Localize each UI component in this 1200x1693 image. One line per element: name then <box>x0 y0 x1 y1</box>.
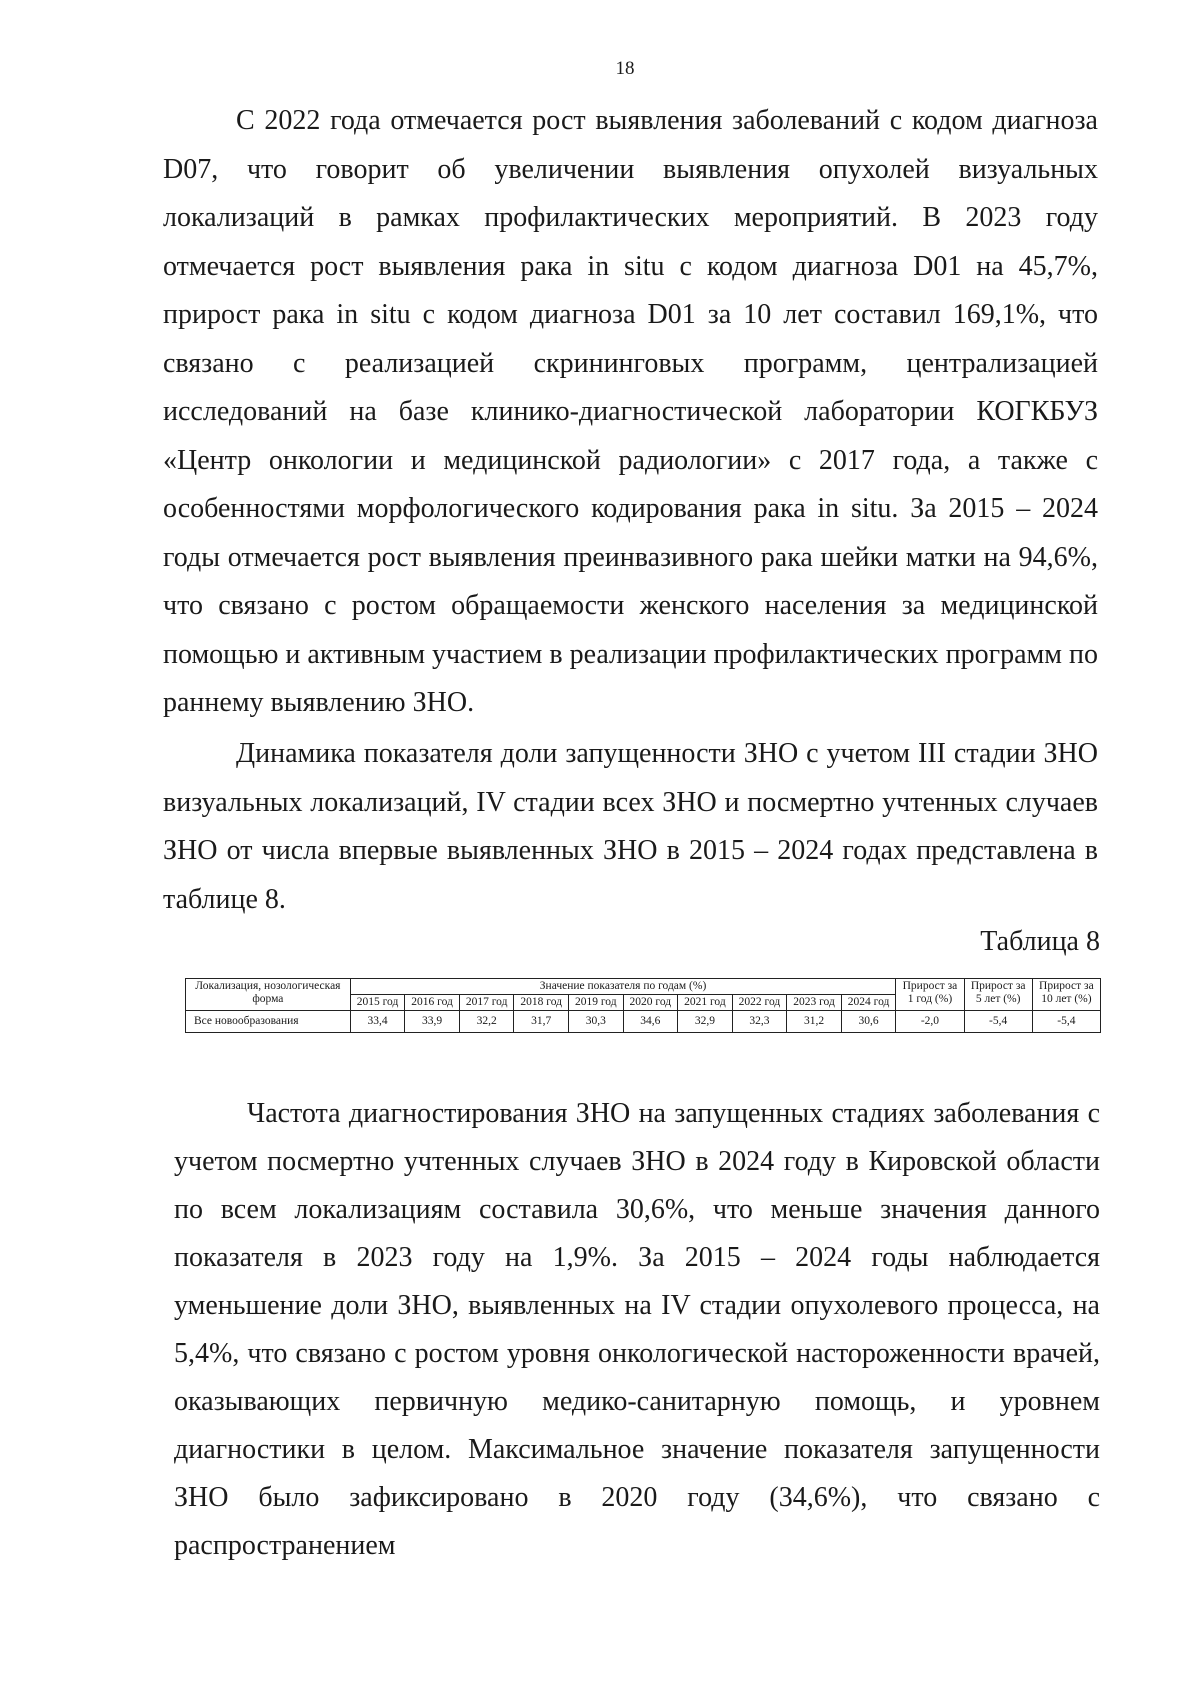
header-year: 2016 год <box>405 995 460 1011</box>
cell-location: Все новообразования <box>186 1011 351 1033</box>
cell-value: 31,2 <box>787 1011 842 1033</box>
data-table <box>185 978 1101 1033</box>
header-year: 2024 год <box>841 995 896 1011</box>
cell-value: 30,3 <box>568 1011 623 1033</box>
cell-growth: -5,4 <box>964 1011 1032 1033</box>
cell-value: 33,4 <box>350 1011 405 1033</box>
header-growth-5y: Прирост за 5 лет (%) <box>964 979 1032 1011</box>
table-caption: Таблица 8 <box>980 926 1100 957</box>
cell-value: 30,6 <box>841 1011 896 1033</box>
paragraph-late-stage: Частота диагностирования ЗНО на запущенных стадиях заболевания с учетом посмертно учтенных случаев ЗНО в 2024 году в Кировской области по всем локализациям составила 30,6%, что меньше значения данного показателя в 2023 году на 1,9%. За 2015 – 2024 годы наблюдается уменьшение доли ЗНО, выявленных на IV стадии опухолевого процесса, на 5,4%, что связано с ростом уровня онкологической настороженности врачей, оказывающих первичную медико-санитарную помощь, и уровнем диагностики в целом. Максимальное значение показателя запущенности ЗНО было зафиксировано в 2020 году (34,6%), что связано с распространением <box>174 1098 1100 1561</box>
header-year: 2023 год <box>787 995 842 1011</box>
header-year: 2018 год <box>514 995 569 1011</box>
cell-growth: -5,4 <box>1032 1011 1100 1033</box>
cell-value: 32,3 <box>732 1011 787 1033</box>
cell-value: 31,7 <box>514 1011 569 1033</box>
header-growth-10y: Прирост за 10 лет (%) <box>1032 979 1100 1011</box>
cell-value: 33,9 <box>405 1011 460 1033</box>
paragraph-in-situ: С 2022 года отмечается рост выявления заболеваний с кодом диагноза D07, что говорит об увеличении выявления опухолей визуальных локализаций в рамках профилактических мероприятий. В 2023 году отмечается рост выявления рака in situ с кодом диагноза D01 на 45,7%, прирост рака in situ с кодом диагноза D01 за 10 лет составил 169,1%, что связано с реализацией скрининговых программ, централизацией исследований на базе клинико-диагностической лаборатории КОГКБУЗ «Центр онкологии и медицинской радиологии» с 2017 года, а также с особенностями морфологического кодирования рака in situ. За 2015 – 2024 годы отмечается рост выявления преинвазивного рака шейки матки на 94,6%, что связано с ростом обращаемости женского населения за медицинской помощью и активным участием в реализации профилактических программ по раннему выявлению ЗНО. <box>163 105 1098 718</box>
cell-value: 32,9 <box>678 1011 733 1033</box>
cell-value: 32,2 <box>459 1011 514 1033</box>
paragraph-table-intro: Динамика показателя доли запущенности ЗНО с учетом III стадии ЗНО визуальных локализаций, IV стадии всех ЗНО и посмертно учтенных случаев ЗНО от числа впервые выявленных ЗНО в 2015 – 2024 годах представлена в таблице 8. <box>163 738 1098 915</box>
header-values: Значение показателя по годам (%) <box>350 979 896 995</box>
page-number: 18 <box>615 58 635 79</box>
header-year: 2021 год <box>678 995 733 1011</box>
header-year: 2020 год <box>623 995 678 1011</box>
table-row <box>186 1011 1101 1033</box>
header-year: 2022 год <box>732 995 787 1011</box>
header-year: 2019 год <box>568 995 623 1011</box>
cell-value: 34,6 <box>623 1011 678 1033</box>
header-growth-1y: Прирост за 1 год (%) <box>896 979 964 1011</box>
header-year: 2015 год <box>350 995 405 1011</box>
header-year: 2017 год <box>459 995 514 1011</box>
header-location: Локализация, нозологическая форма <box>186 979 351 1011</box>
cell-growth: -2,0 <box>896 1011 964 1033</box>
table-header-row <box>186 979 1101 995</box>
